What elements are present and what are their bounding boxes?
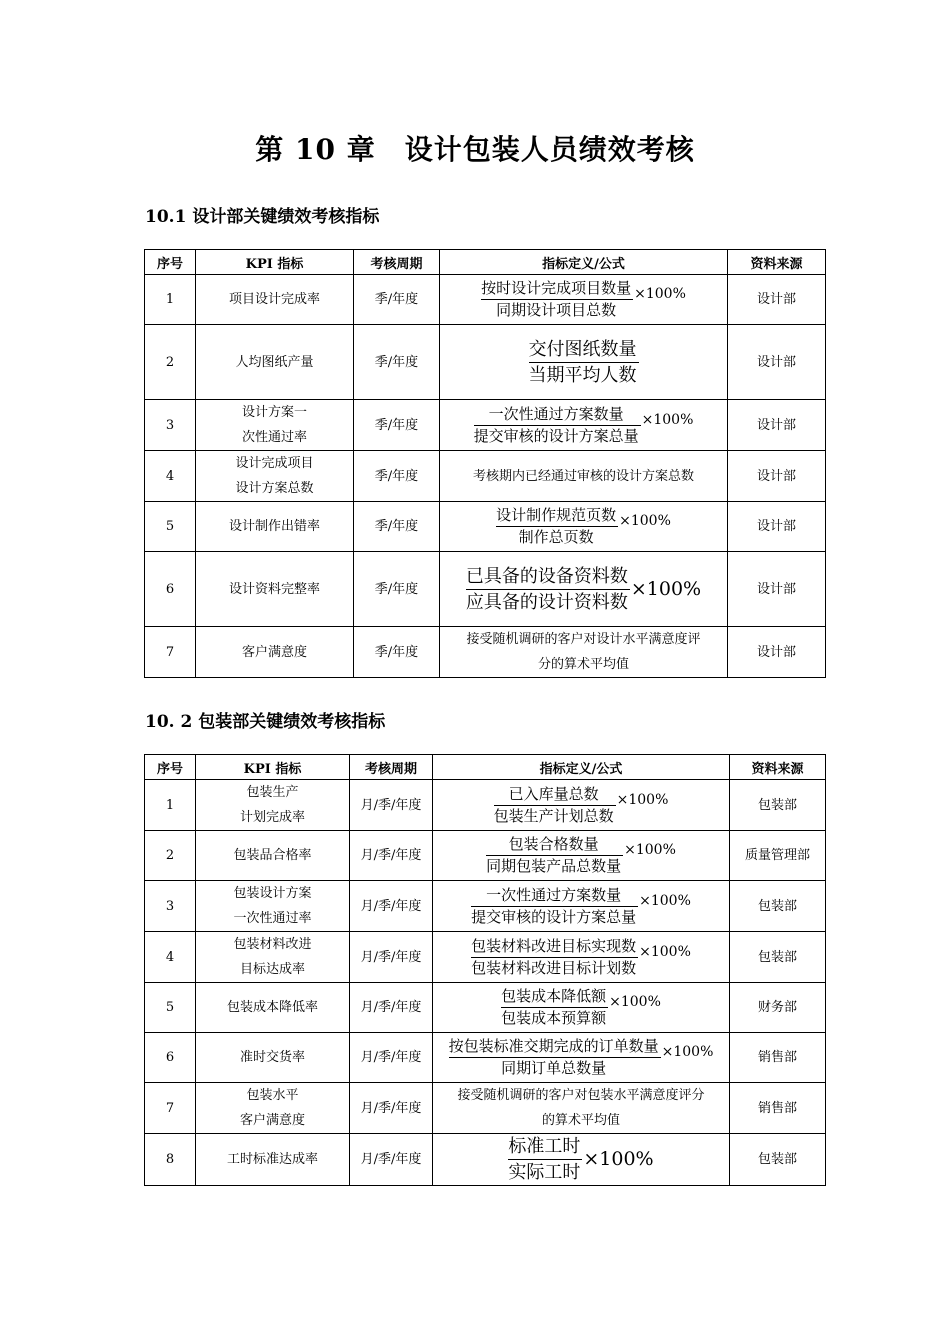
formula-denominator: 当期平均人数 [528,364,637,386]
formula-fraction [496,505,618,548]
design-kpi-table [144,249,826,678]
kpi-name-line: 项目设计完成率 [228,292,320,307]
formula-numerator: 包装材料改进目标实现数 [471,936,638,958]
formula-fraction [481,278,633,321]
table-row [145,451,826,502]
row-number: 8 [145,1134,196,1186]
row-number: 5 [145,983,196,1033]
kpi-name [196,1033,350,1083]
row-number: 2 [145,831,196,881]
header-definition: 指标定义/公式 [433,755,730,780]
formula-multiplier: ×100% [639,892,691,909]
kpi-name [196,1083,350,1134]
formula-numerator: 已具备的设备资料数 [466,564,630,590]
table-row [145,400,826,451]
section-title-design: 10.1 设计部关键绩效考核指标 [145,207,380,227]
formula-numerator: 按时设计完成项目数量 [481,278,633,300]
kpi-name-line: 计划完成率 [239,810,305,825]
row-number: 4 [145,451,196,502]
definition-text: 的算术平均值 [541,1113,620,1128]
kpi-name-line: 包装水平 [246,1088,299,1103]
header-source: 资料来源 [730,755,826,780]
formula-fraction [529,337,639,388]
formula-denominator: 包装生产计划总数 [493,806,614,825]
formula-denominator: 同期设计项目总数 [496,301,617,319]
data-source: 包装部 [730,780,826,831]
formula-denominator: 实际工时 [508,1162,581,1183]
formula-multiplier: ×100% [661,1044,714,1060]
table-row [145,983,826,1033]
kpi-name [196,502,354,552]
kpi-name-line: 设计方案一 [241,405,307,420]
assessment-period: 月/季/年度 [350,780,433,831]
data-source: 设计部 [728,627,826,678]
formula-fraction [466,564,630,615]
formula-numerator: 一次性通过方案数量 [471,885,638,907]
definition-text: 接受随机调研的客户对设计水平满意度评 [466,632,701,647]
table-row [145,627,826,678]
kpi-name [196,451,354,502]
formula-fraction [508,1134,582,1185]
header-definition: 指标定义/公式 [440,250,728,275]
kpi-name [196,831,350,881]
header-period: 考核周期 [354,250,440,275]
table-row [145,881,826,932]
formula-multiplier: ×100% [619,513,671,529]
header-period: 考核周期 [350,755,433,780]
table-row [145,1083,826,1134]
formula-multiplier: ×100% [639,943,691,960]
table-row [145,780,826,831]
kpi-name-line: 包装品合格率 [233,848,312,863]
kpi-name [196,1134,350,1186]
formula-denominator: 同期订单总数量 [501,1059,607,1077]
kpi-name-line: 工时标准达成率 [226,1152,318,1167]
header-source: 资料来源 [728,250,826,275]
formula-denominator: 包装成本预算额 [501,1009,607,1027]
table-header-row [145,755,826,780]
table-row [145,325,826,400]
formula-denominator: 应具备的设计资料数 [465,591,628,613]
assessment-period: 月/季/年度 [350,1134,433,1186]
kpi-name-line: 包装成本降低率 [226,1000,318,1015]
definition-formula [433,932,730,983]
kpi-name-line: 包装设计方案 [233,886,312,901]
kpi-name-line: 准时交货率 [239,1050,305,1065]
assessment-period: 季/年度 [354,451,440,502]
assessment-period: 月/季/年度 [350,1033,433,1083]
formula-multiplier: ×100% [641,411,694,428]
assessment-period: 季/年度 [354,275,440,325]
definition-formula [440,325,728,400]
kpi-name [196,627,354,678]
formula-multiplier: ×100% [624,842,676,858]
assessment-period: 季/年度 [354,627,440,678]
row-number: 1 [145,780,196,831]
page-title: 第 10 章 设计包装人员绩效考核 [255,133,695,166]
row-number: 6 [145,1033,196,1083]
formula-numerator: 一次性通过方案数量 [474,404,641,426]
formula-fraction [486,834,623,877]
definition-text: 考核期内已经通过审核的设计方案总数 [472,468,694,484]
formula-numerator: 设计制作规范页数 [496,505,618,527]
definition-formula [440,451,728,502]
formula-fraction [471,885,638,928]
data-source: 包装部 [730,1134,826,1186]
kpi-name [196,552,354,627]
kpi-name [196,780,350,831]
row-number: 2 [145,325,196,400]
row-number: 7 [145,1083,196,1134]
table-header-row [145,250,826,275]
data-source: 设计部 [728,400,826,451]
formula-multiplier: ×100% [616,791,669,808]
kpi-name-line: 人均图纸产量 [235,354,314,370]
formula-denominator: 同期包装产品总数量 [486,857,622,875]
definition-formula [433,881,730,932]
table-row [145,552,826,627]
definition-formula [440,502,728,552]
data-source: 设计部 [728,502,826,552]
assessment-period: 季/年度 [354,552,440,627]
header-kpi: KPI 指标 [196,755,350,780]
formula-fraction [471,936,638,979]
definition-formula [440,275,728,325]
row-number: 7 [145,627,196,678]
data-source: 质量管理部 [730,831,826,881]
data-source: 设计部 [728,451,826,502]
formula-denominator: 提交审核的设计方案总量 [471,907,637,926]
assessment-period: 月/季/年度 [350,881,433,932]
data-source: 设计部 [728,552,826,627]
assessment-period: 月/季/年度 [350,1083,433,1134]
packaging-kpi-table [144,754,826,1186]
section-title-packaging: 10. 2 包装部关键绩效考核指标 [145,712,386,732]
formula-fraction [474,404,641,447]
kpi-name-line: 次性通过率 [241,430,307,445]
definition-formula [440,627,728,678]
data-source: 销售部 [730,1083,826,1134]
kpi-name-line: 包装生产 [246,785,299,800]
formula-denominator: 包装材料改进目标计划数 [471,958,637,977]
row-number: 3 [145,400,196,451]
row-number: 4 [145,932,196,983]
header-no: 序号 [145,250,196,275]
kpi-name-line: 一次性通过率 [233,911,312,926]
data-source: 包装部 [730,932,826,983]
formula-numerator: 交付图纸数量 [529,337,639,363]
data-source: 销售部 [730,1033,826,1083]
formula-denominator: 制作总页数 [518,528,594,546]
definition-formula [433,780,730,831]
formula-fraction [449,1036,661,1079]
formula-numerator: 按包装标准交期完成的订单数量 [449,1036,661,1058]
formula-numerator: 包装合格数量 [486,834,623,856]
formula-fraction [501,986,608,1029]
definition-text: 接受随机调研的客户对包装水平满意度评分 [457,1088,705,1103]
kpi-name-line: 设计方案总数 [235,481,314,496]
definition-formula [433,1033,730,1083]
kpi-name [196,325,354,400]
table-row [145,932,826,983]
formula-fraction [494,784,616,827]
kpi-name [196,881,350,932]
kpi-name-line: 设计制作出错率 [228,519,320,534]
table-row [145,275,826,325]
formula-numerator: 已入库量总数 [494,784,616,806]
assessment-period: 季/年度 [354,400,440,451]
definition-formula [433,1134,730,1186]
assessment-period: 月/季/年度 [350,932,433,983]
table-row [145,1134,826,1186]
assessment-period: 月/季/年度 [350,983,433,1033]
kpi-name [196,400,354,451]
kpi-name [196,275,354,325]
kpi-name-line: 目标达成率 [239,962,305,977]
table-row [145,502,826,552]
kpi-name-line: 客户满意度 [239,1113,305,1128]
row-number: 5 [145,502,196,552]
row-number: 6 [145,552,196,627]
row-number: 3 [145,881,196,932]
assessment-period: 月/季/年度 [350,831,433,881]
formula-multiplier: ×100% [583,1148,654,1170]
definition-formula [440,400,728,451]
data-source: 设计部 [728,325,826,400]
data-source: 设计部 [728,275,826,325]
assessment-period: 季/年度 [354,325,440,400]
definition-formula [440,552,728,627]
data-source: 包装部 [730,881,826,932]
definition-formula [433,831,730,881]
kpi-name [196,932,350,983]
definition-formula [433,1083,730,1134]
formula-multiplier: ×100% [609,994,661,1010]
formula-numerator: 标准工时 [508,1134,582,1160]
definition-text: 分的算术平均值 [537,657,629,672]
table-row [145,831,826,881]
kpi-name-line: 包装材料改进 [233,937,312,952]
formula-multiplier: ×100% [630,577,702,600]
header-kpi: KPI 指标 [196,250,354,275]
kpi-name-line: 设计资料完整率 [228,581,320,597]
header-no: 序号 [145,755,196,780]
definition-formula [433,983,730,1033]
kpi-name [196,983,350,1033]
kpi-name-line: 设计完成项目 [235,456,314,471]
formula-numerator: 包装成本降低额 [501,986,608,1008]
assessment-period: 季/年度 [354,502,440,552]
formula-multiplier: ×100% [634,286,686,302]
row-number: 1 [145,275,196,325]
table-row [145,1033,826,1083]
kpi-name-line: 客户满意度 [241,644,307,660]
data-source: 财务部 [730,983,826,1033]
formula-denominator: 提交审核的设计方案总量 [473,426,639,445]
